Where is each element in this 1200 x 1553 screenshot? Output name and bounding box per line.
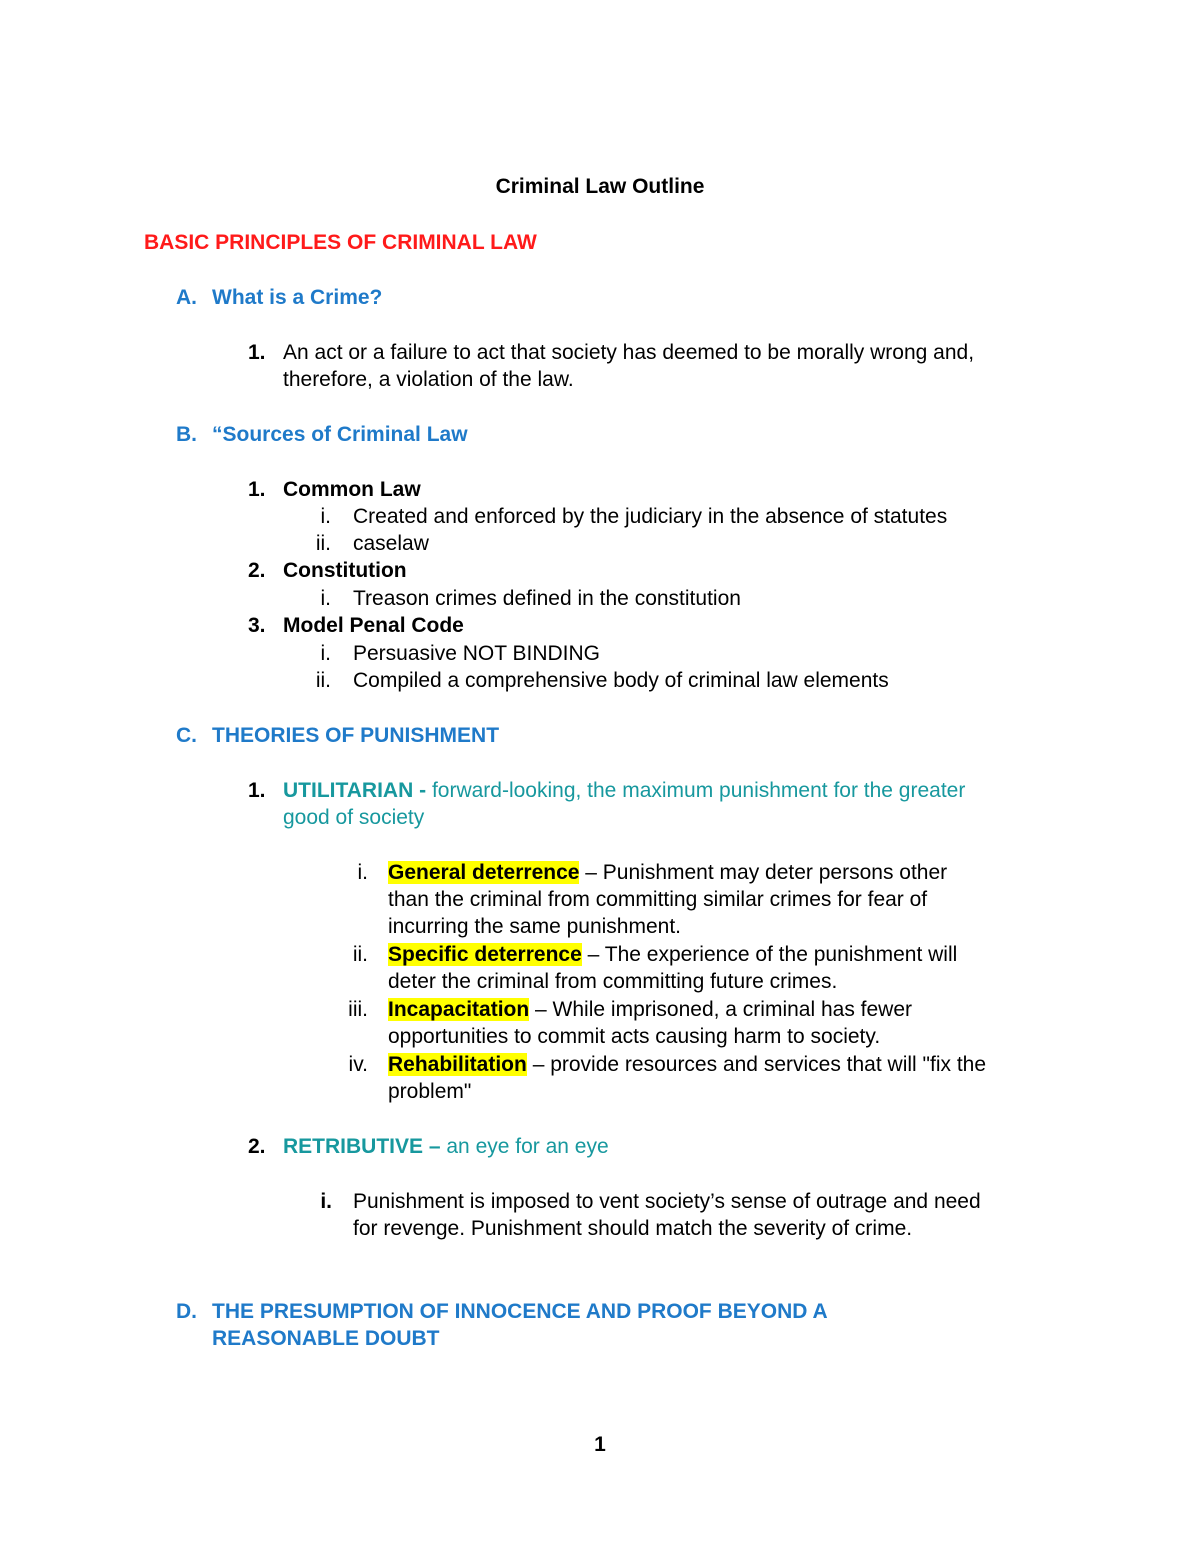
list-number: 2. bbox=[248, 559, 266, 582]
sub-item-text: Created and enforced by the judiciary in the absence of statutes bbox=[353, 505, 948, 528]
sub-item-text: – Punishment may deter persons other bbox=[585, 861, 948, 884]
outline-letter-d: D. bbox=[176, 1300, 197, 1323]
sub-item-text: – The experience of the punishment will bbox=[587, 943, 958, 966]
source-common-law: Common Law bbox=[283, 478, 421, 501]
heading-presumption-of-innocence: THE PRESUMPTION OF INNOCENCE AND PROOF BEYOND A bbox=[212, 1300, 828, 1323]
highlighted-term: Incapacitation bbox=[388, 998, 530, 1021]
theory-label: UTILITARIAN - bbox=[283, 779, 427, 802]
sub-item-text: – provide resources and services that will "fix the bbox=[532, 1053, 987, 1076]
list-number: 1. bbox=[248, 478, 266, 501]
sub-item-text: – While imprisoned, a criminal has fewer bbox=[535, 998, 913, 1021]
sub-item-general-deterrence bbox=[388, 859, 947, 886]
sub-item-text: deter the criminal from committing future crimes. bbox=[388, 970, 838, 993]
list-number: 2. bbox=[248, 1135, 266, 1158]
sub-item-incapacitation bbox=[388, 996, 912, 1023]
sub-numeral: iv. bbox=[348, 1053, 368, 1076]
sub-item-text: than the criminal from committing similar crimes for fear of bbox=[388, 888, 928, 911]
sub-item-text: for revenge. Punishment should match the severity of crime. bbox=[353, 1217, 913, 1240]
heading-what-is-a-crime: What is a Crime? bbox=[212, 286, 383, 309]
sub-item-text: Treason crimes defined in the constitution bbox=[353, 587, 741, 610]
sub-numeral: i. bbox=[320, 505, 331, 528]
highlighted-term: General deterrence bbox=[388, 861, 580, 884]
list-item-text: An act or a failure to act that society has deemed to be morally wrong and, bbox=[283, 341, 975, 364]
page-number: 1 bbox=[594, 1433, 606, 1456]
highlighted-term: Specific deterrence bbox=[388, 943, 582, 966]
sub-item-text: problem" bbox=[388, 1080, 472, 1103]
theory-retributive bbox=[283, 1133, 609, 1160]
sub-numeral: ii. bbox=[315, 669, 331, 692]
sub-numeral: ii. bbox=[352, 943, 368, 966]
theory-utilitarian bbox=[283, 777, 965, 804]
sub-item-text: Persuasive NOT BINDING bbox=[353, 642, 601, 665]
list-number: 3. bbox=[248, 614, 266, 637]
theory-description: good of society bbox=[283, 806, 425, 829]
sub-numeral: i. bbox=[320, 1190, 332, 1213]
source-model-penal-code: Model Penal Code bbox=[283, 614, 464, 637]
sub-item-text: Punishment is imposed to vent society’s sense of outrage and need bbox=[353, 1190, 981, 1213]
document-title: Criminal Law Outline bbox=[495, 175, 705, 198]
sub-numeral: ii. bbox=[315, 532, 331, 555]
sub-numeral: i. bbox=[320, 642, 331, 665]
sub-numeral: i. bbox=[320, 587, 331, 610]
theory-description: forward-looking, the maximum punishment for the greater bbox=[431, 779, 966, 802]
sub-numeral: i. bbox=[357, 861, 368, 884]
outline-letter-b: B. bbox=[176, 423, 197, 446]
list-item-text: therefore, a violation of the law. bbox=[283, 368, 574, 391]
heading-presumption-of-innocence-cont: REASONABLE DOUBT bbox=[212, 1327, 440, 1350]
outline-letter-a: A. bbox=[176, 286, 197, 309]
sub-item-rehabilitation bbox=[388, 1051, 986, 1078]
sub-item-text: incurring the same punishment. bbox=[388, 915, 681, 938]
heading-sources-of-criminal-law: “Sources of Criminal Law bbox=[212, 423, 468, 446]
heading-theories-of-punishment: THEORIES OF PUNISHMENT bbox=[212, 724, 500, 747]
list-number: 1. bbox=[248, 779, 266, 802]
source-constitution: Constitution bbox=[283, 559, 407, 582]
theory-label: RETRIBUTIVE – bbox=[283, 1135, 441, 1158]
section-heading: BASIC PRINCIPLES OF CRIMINAL LAW bbox=[144, 231, 537, 254]
sub-item-text: caselaw bbox=[353, 532, 429, 555]
sub-numeral: iii. bbox=[348, 998, 368, 1021]
sub-item-text: opportunities to commit acts causing harm to society. bbox=[388, 1025, 881, 1048]
highlighted-term: Rehabilitation bbox=[388, 1053, 527, 1076]
sub-item-specific-deterrence bbox=[388, 941, 957, 968]
sub-item-text: Compiled a comprehensive body of criminal law elements bbox=[353, 669, 889, 692]
theory-description: an eye for an eye bbox=[446, 1135, 609, 1158]
outline-letter-c: C. bbox=[176, 724, 197, 747]
list-number: 1. bbox=[248, 341, 266, 364]
